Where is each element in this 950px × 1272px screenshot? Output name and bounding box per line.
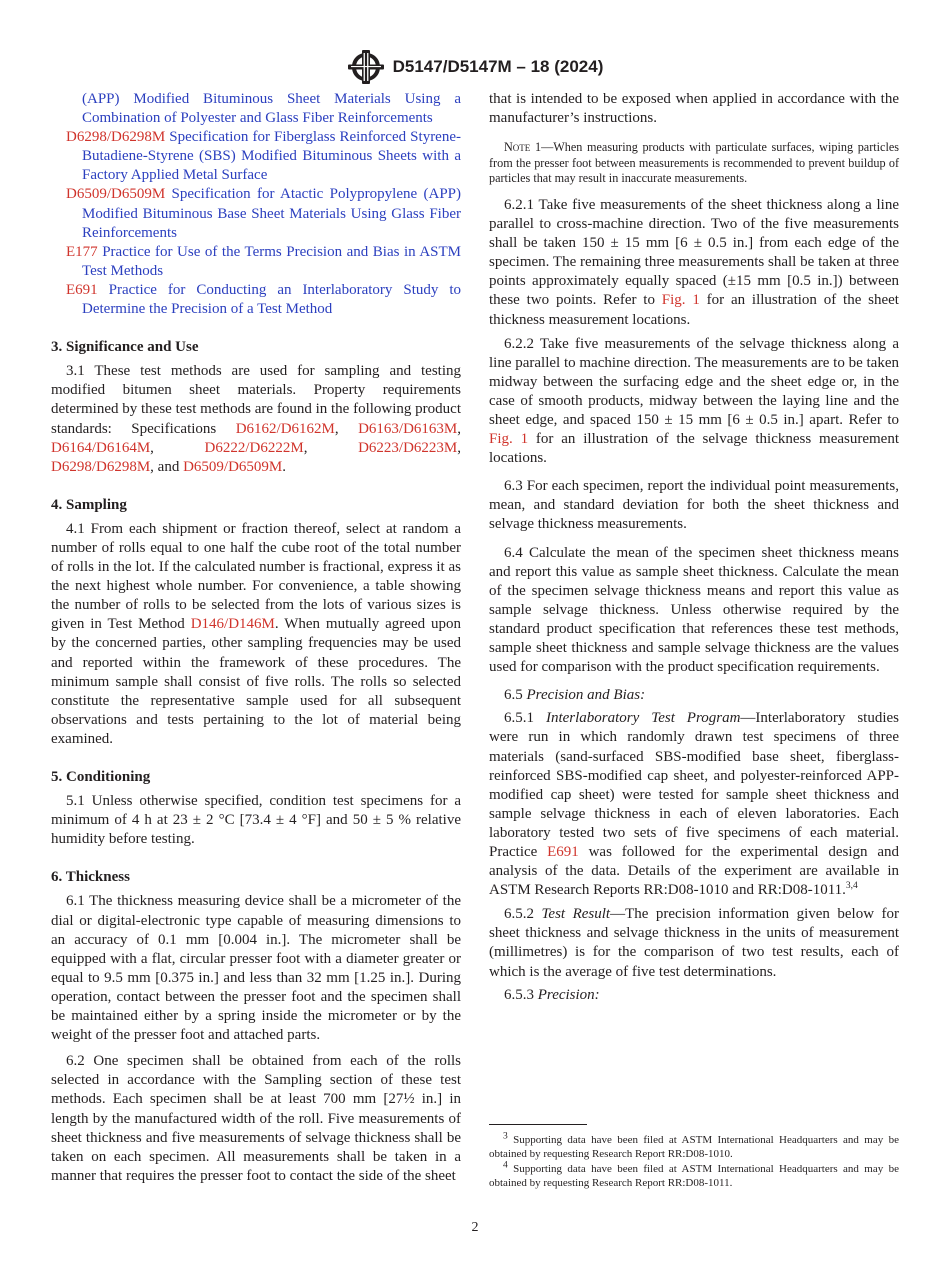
note-1: Note 1—When measuring products with particulate surfaces, wiping particles from the presser foot between measurements is recommended to prevent buildup of particles that may result in inaccurate measurements. <box>489 140 899 186</box>
paragraph-6-1: 6.1 The thickness measuring device shall be a micrometer of the dial or digital-electronic type capable of measuring dimensions to an accuracy of 0.1 mm [0.004 in.]. The micrometer shall be equipped with a flat, circular presser foot with a diameter greater or equal to 9.5 mm [0.375 in.] and less than 32 mm [1.25 in.]. During operation, contact between the presser foot and the specimen shall be maintained either by a spring inside the micrometer or by the weight of the presser foot and attached parts. <box>51 893 461 1044</box>
standard-link[interactable]: D6223/D6223M <box>358 439 458 456</box>
standard-link[interactable]: E691 <box>547 843 579 860</box>
paragraph-4-1: 4.1 From each shipment or fraction thereof, select at random a number of rolls equal to one half the cube root of the total number of rolls in the lot. If the calculated number is fractional, express it as the next highest whole number. For convenience, a table showing the number of rolls to be selected from the lots of various sizes is given in Test Method D146/D146M. When mutually agreed upon by the concerned parties, other sampling frequencies may be used and reported within the framework of these procedures. The minimum sample shall consist of five rolls. The rolls so selected constitute the representative sample used for all subsequent observations and tests pertaining to the lot of material being examined. <box>51 520 461 747</box>
footnotes <box>489 1133 899 1191</box>
standard-link[interactable]: D6164/D6164M <box>51 439 151 456</box>
section-heading-thickness: 6. Thickness <box>51 869 130 886</box>
left-column <box>51 90 461 1186</box>
standard-link[interactable]: D6222/D6222M <box>204 439 304 456</box>
paragraph-3-1: 3.1 These test methods are used for sampling and testing modified bitumen sheet materials. Property requirements determined by these test methods are found in the following product standards: Specifications D6162/D6162M, D6163/D6163M, D6164/D6164M, D6222/D6222M, D6223/D6223M, D6298/D6298M, and D6509/D6509M. <box>51 363 462 475</box>
paragraph-6-5-3: 6.5.3 Precision: <box>504 986 600 1003</box>
standard-link[interactable]: D6298/D6298M <box>51 458 151 475</box>
footnote-divider <box>489 1124 587 1125</box>
standard-link[interactable]: D6163/D6163M <box>358 420 458 437</box>
reference-continued: (APP) Modified Bituminous Sheet Materials Using a Combination of Polyester and Glass Fiber Reinforcements <box>82 91 461 127</box>
paragraph-6-4: 6.4 Calculate the mean of the specimen sheet thickness means and report this value as sample sheet thickness. Calculate the mean of the specimen selvage thickness means and report this value as sample selvage thickness. Unless otherwise required by the standard product specification that references these test methods, sample sheet thickness and sample selvage thickness are the values used for comparison with the product specification requirements. <box>489 544 899 676</box>
figure-link[interactable]: Fig. 1 <box>489 431 529 448</box>
page-number: 2 <box>471 1220 479 1235</box>
paragraph-6-3: 6.3 For each specimen, report the individual point measurements, mean, and standard deviation for both the sheet thickness and selvage thickness measurements. <box>489 478 899 533</box>
section-heading-sampling: 4. Sampling <box>51 496 127 513</box>
paragraph-5-1: 5.1 Unless otherwise specified, condition test specimens for a minimum of 4 h at 23 ± 2 °C [73.4 ± 4 °F] and 50 ± 5 % relative humidity before testing. <box>51 793 461 848</box>
paragraph-6-5: 6.5 Precision and Bias: <box>504 687 646 704</box>
document-designation: D5147/D5147M – 18 (2024) <box>392 57 604 76</box>
section-heading-significance: 3. Significance and Use <box>51 339 199 356</box>
reference-item[interactable]: D6298/D6298M Specification for Fiberglass Reinforced Styrene-Butadiene-Styrene (SBS) Modified Bituminous Sheets with a Factory Applied Metal Surface <box>66 129 461 184</box>
figure-link[interactable]: Fig. 1 <box>661 292 700 309</box>
right-column <box>489 90 899 1005</box>
paragraph-6-2: 6.2 One specimen shall be obtained from each of the rolls selected in accordance with the Sampling section of these test methods. Each specimen shall be at least 700 mm [27½ in.] in length by the manufactured width of the roll. Five measurements of sheet thickness and five measurements of selvage thickness shall be taken on each specimen. All measurements shall be taken in a manner that requires the presser foot to contact the side of the sheet <box>51 1053 461 1184</box>
standard-link[interactable]: D6162/D6162M <box>235 420 335 437</box>
footnote-4: $^4$ Supporting data have been filed at ASTM International Headquarters and may be obtained by requesting Research Report RR:D08-1011. <box>489 1160 899 1190</box>
standard-link[interactable]: D146/D146M <box>190 616 275 633</box>
paragraph-6-2-2: 6.2.2 Take five measurements of the selvage thickness along a line parallel to machine direction. The measurements are to be taken midway between the surfacing edge and the sheet edge or, in the case of smooth products, midway between the laying line and the sheet edge, and spaced 150 ± 15 mm [6 ± 0.5 in.] apart. Refer to Fig. 1 for an illustration of the selvage thickness measurement locations. <box>489 335 899 467</box>
footnote-3: $^3$ Supporting data have been filed at ASTM International Headquarters and may be obtained by requesting Research Report RR:D08-1010. <box>489 1131 899 1161</box>
page-header <box>0 50 950 84</box>
paragraph-6-2-1: 6.2.1 Take five measurements of the sheet thickness along a line parallel to cross-machine direction. Two of the five measurements shall be taken 150 ± 15 mm [6 ± 0.5 in.] from each edge of the specimen. The remaining three measurements shall be taken at three points approximately equally spaced (±15 mm [0.5 in.]) between these two points. Refer to Fig. 1 for an illustration of the sheet thickness measurement locations. <box>489 196 899 328</box>
paragraph-6-5-1: 6.5.1 Interlaboratory Test Program—Interlaboratory studies were run in which randomly drawn test specimens of three materials (sand-surfaced SBS-modified base sheet, fiberglass-reinforced SBS-modified cap sheet, and polyester-reinforced APP-modified cap sheet) were tested for sample sheet thickness and sample selvage thickness in each of eleven laboratories. Each laboratory tested two sets of five specimens of each material. Practice E691 was followed for the experimental design and analysis of the data. Details of the experiment are available in ASTM Research Reports RR:D08-1010 and RR:D08-1011.$^{3,4}$ <box>489 710 899 899</box>
standard-link[interactable]: D6509/D6509M <box>183 458 283 475</box>
reference-item[interactable]: D6509/D6509M Specification for Atactic Polypropylene (APP) Modified Bituminous Base Sheet Materials Using Glass Fiber Reinforcements <box>66 186 461 241</box>
astm-logo-icon <box>347 50 385 84</box>
reference-item[interactable]: E177 Practice for Use of the Terms Precision and Bias in ASTM Test Methods <box>66 243 462 279</box>
paragraph-6-5-2: 6.5.2 Test Result—The precision information given below for sheet thickness and selvage thickness in the units of measurement (millimetres) is for the comparison of two test results, each of which is the average of five test determinations. <box>489 906 899 980</box>
paragraph-6-2-continued: that is intended to be exposed when applied in accordance with the manufacturer’s instructions. <box>489 91 899 127</box>
section-heading-conditioning: 5. Conditioning <box>51 769 151 785</box>
reference-item[interactable]: E691 Practice for Conducting an Interlaboratory Study to Determine the Precision of a Test Method <box>66 281 461 318</box>
